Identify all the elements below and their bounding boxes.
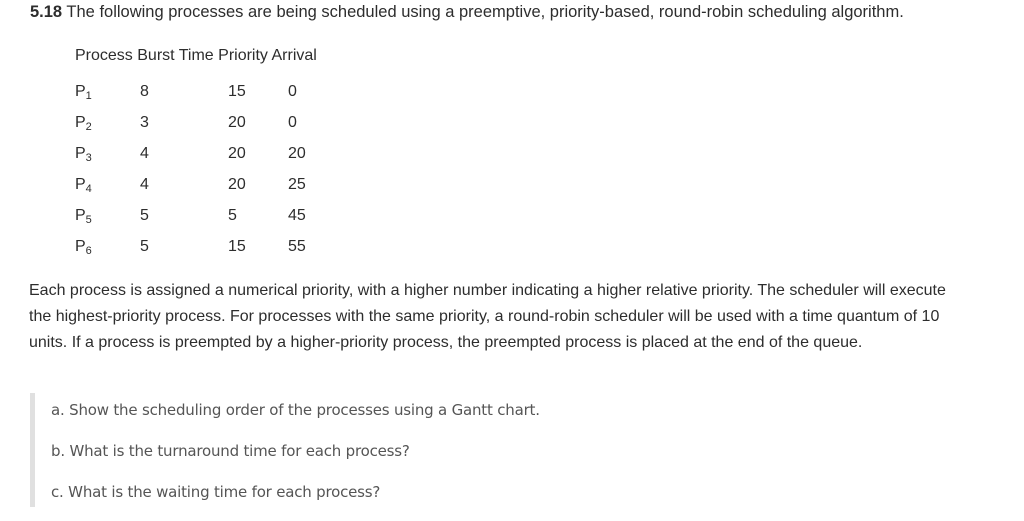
arrival: 55 [288,238,306,255]
table-row [75,169,317,200]
questions-block [30,393,540,507]
problem-description: Each process is assigned a numerical priority, with a higher number indicating a higher relative priority. The scheduler will execute the highest-priority process. For processes with the same priority, a round-robin scheduler will be used with a time quantum of 10 units. If a process is preempted by a higher-priority process, the preempted process is placed at the end of the queue. [29,282,946,351]
priority: 15 [228,238,246,255]
arrival: 20 [288,145,306,162]
process-name: $P_1$ [75,83,92,102]
table-row [75,107,317,138]
arrival: 0 [288,114,297,131]
question-c: c. What is the waiting time for each process? [51,483,381,501]
problem-statement: The following processes are being scheduled using a preemptive, priority-based, round-robin scheduling algorithm. [66,3,904,21]
process-name: $P_2$ [75,114,92,133]
burst-time: 4 [140,145,149,162]
problem-number: 5.18 [30,3,63,21]
process-table [75,46,317,257]
table-row [75,138,317,169]
table-row [75,76,317,107]
arrival: 25 [288,176,306,193]
question-a: a. Show the scheduling order of the processes using a Gantt chart. [51,401,540,419]
arrival: 0 [288,83,297,100]
table-row [75,200,317,231]
burst-time: 4 [140,176,149,193]
process-table-header: Process Burst Time Priority Arrival [75,47,317,64]
process-name: $P_6$ [75,238,92,257]
table-row [75,231,317,262]
burst-time: 8 [140,83,149,100]
process-name: $P_5$ [75,207,92,226]
priority: 20 [228,145,246,162]
priority: 15 [228,83,246,100]
priority: 20 [228,176,246,193]
burst-time: 5 [140,207,149,224]
process-name: $P_3$ [75,145,92,164]
process-name: $P_4$ [75,176,92,195]
process-table-rows [75,76,317,262]
arrival: 45 [288,207,306,224]
burst-time: 3 [140,114,149,131]
problem-heading [30,2,904,22]
burst-time: 5 [140,238,149,255]
priority: 5 [228,207,237,224]
question-b: b. What is the turnaround time for each process? [51,442,410,460]
priority: 20 [228,114,246,131]
